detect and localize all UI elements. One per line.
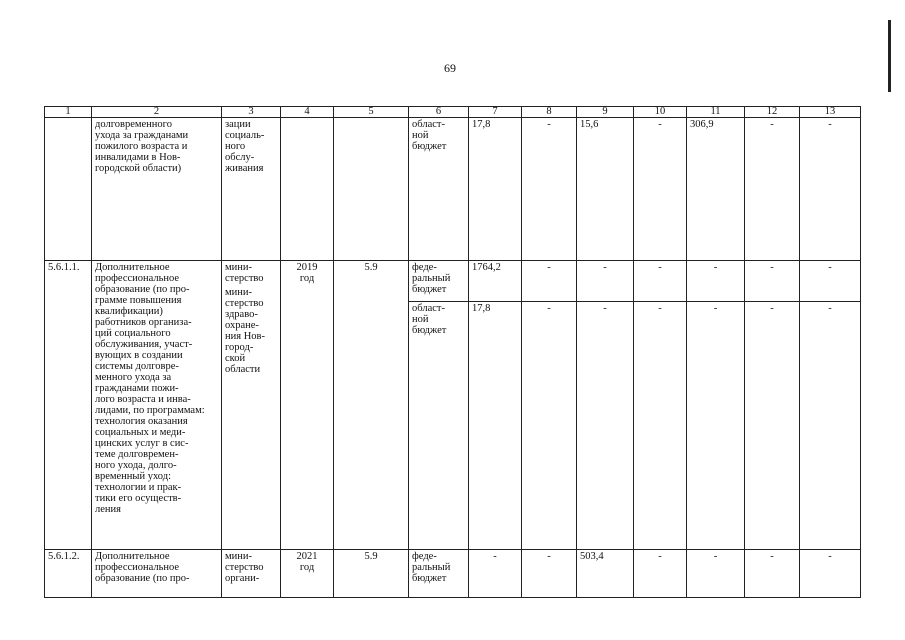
table-row-continued xyxy=(45,118,861,261)
amount-cell: - xyxy=(522,118,577,261)
target-cell xyxy=(334,118,409,261)
funding-source-cell: област- ной бюджет xyxy=(409,118,469,261)
amount-cell: - xyxy=(577,261,634,302)
header-cell: 1 xyxy=(45,107,92,118)
amount-cell: 306,9 xyxy=(687,118,745,261)
header-row xyxy=(45,107,861,118)
amount-cell: - xyxy=(634,118,687,261)
amount-cell: - xyxy=(634,261,687,302)
table-row-5-6-1-2 xyxy=(45,550,861,598)
term-cell: 2021 год xyxy=(281,550,334,598)
page-edge-rule xyxy=(888,20,891,92)
amount-cell: 1764,2 xyxy=(469,261,522,302)
page-number: 69 xyxy=(444,61,456,75)
amount-cell: 503,4 xyxy=(577,550,634,598)
executor-primary: мини- стерство xyxy=(225,262,264,284)
executor-cell: зации социаль- ного обслу- живания xyxy=(222,118,281,261)
header-cell: 7 xyxy=(469,107,522,118)
amount-cell: 17,8 xyxy=(469,118,522,261)
amount-cell: - xyxy=(800,118,861,261)
amount-cell: - xyxy=(745,302,800,550)
header-cell: 9 xyxy=(577,107,634,118)
funding-source-cell: феде- ральный бюджет xyxy=(409,261,469,302)
amount-cell: - xyxy=(634,302,687,550)
amount-cell: - xyxy=(469,550,522,598)
row-number-cell: 5.6.1.2. xyxy=(45,550,92,598)
amount-cell: - xyxy=(800,302,861,550)
term-cell xyxy=(281,118,334,261)
program-table xyxy=(44,106,861,598)
executor-cell xyxy=(222,261,281,550)
amount-cell: - xyxy=(745,261,800,302)
header-cell: 2 xyxy=(92,107,222,118)
target-cell: 5.9 xyxy=(334,550,409,598)
row-number-cell: 5.6.1.1. xyxy=(45,261,92,550)
header-cell: 10 xyxy=(634,107,687,118)
activity-name-cell: долговременного ухода за гражданами пожилого возраста и инвалидами в Нов- городской области) xyxy=(92,118,222,261)
row-number-cell xyxy=(45,118,92,261)
header-cell: 4 xyxy=(281,107,334,118)
amount-cell: - xyxy=(577,302,634,550)
header-cell: 12 xyxy=(745,107,800,118)
amount-cell: - xyxy=(522,550,577,598)
amount-cell: 15,6 xyxy=(577,118,634,261)
amount-cell: - xyxy=(800,261,861,302)
header-cell: 11 xyxy=(687,107,745,118)
amount-cell: - xyxy=(522,261,577,302)
table-row-5-6-1-1 xyxy=(45,261,861,302)
amount-cell: - xyxy=(687,302,745,550)
header-cell: 5 xyxy=(334,107,409,118)
header-cell: 8 xyxy=(522,107,577,118)
amount-cell: - xyxy=(634,550,687,598)
header-cell: 3 xyxy=(222,107,281,118)
term-cell: 2019 год xyxy=(281,261,334,550)
funding-source-cell: област- ной бюджет xyxy=(409,302,469,550)
amount-cell: - xyxy=(745,550,800,598)
amount-cell: - xyxy=(687,261,745,302)
header-cell: 13 xyxy=(800,107,861,118)
activity-name-cell: Дополнительное профессиональное образование (по про- грамме повышения квалификации) работников организа- ций социального обслуживания, участ- вующих в создании системы долговре- менного ухода за гражданами пожи- лого возраста и инва- лидами, по программам: технология оказания социальных и меди- цинских услуг в сис- теме долговремен- ного ухода, долго- временный уход: технологии и прак- тики его осуществ- ления xyxy=(92,261,222,550)
executor-secondary: мини- стерство здраво- охране- ния Нов- город- ской области xyxy=(225,287,265,375)
executor-cell: мини- стерство органи- xyxy=(222,550,281,598)
amount-cell: - xyxy=(522,302,577,550)
funding-source-cell: феде- ральный бюджет xyxy=(409,550,469,598)
amount-cell: - xyxy=(800,550,861,598)
amount-cell: - xyxy=(687,550,745,598)
amount-cell: - xyxy=(745,118,800,261)
header-cell: 6 xyxy=(409,107,469,118)
amount-cell: 17,8 xyxy=(469,302,522,550)
target-cell: 5.9 xyxy=(334,261,409,550)
activity-name-cell: Дополнительное профессиональное образование (по про- xyxy=(92,550,222,598)
